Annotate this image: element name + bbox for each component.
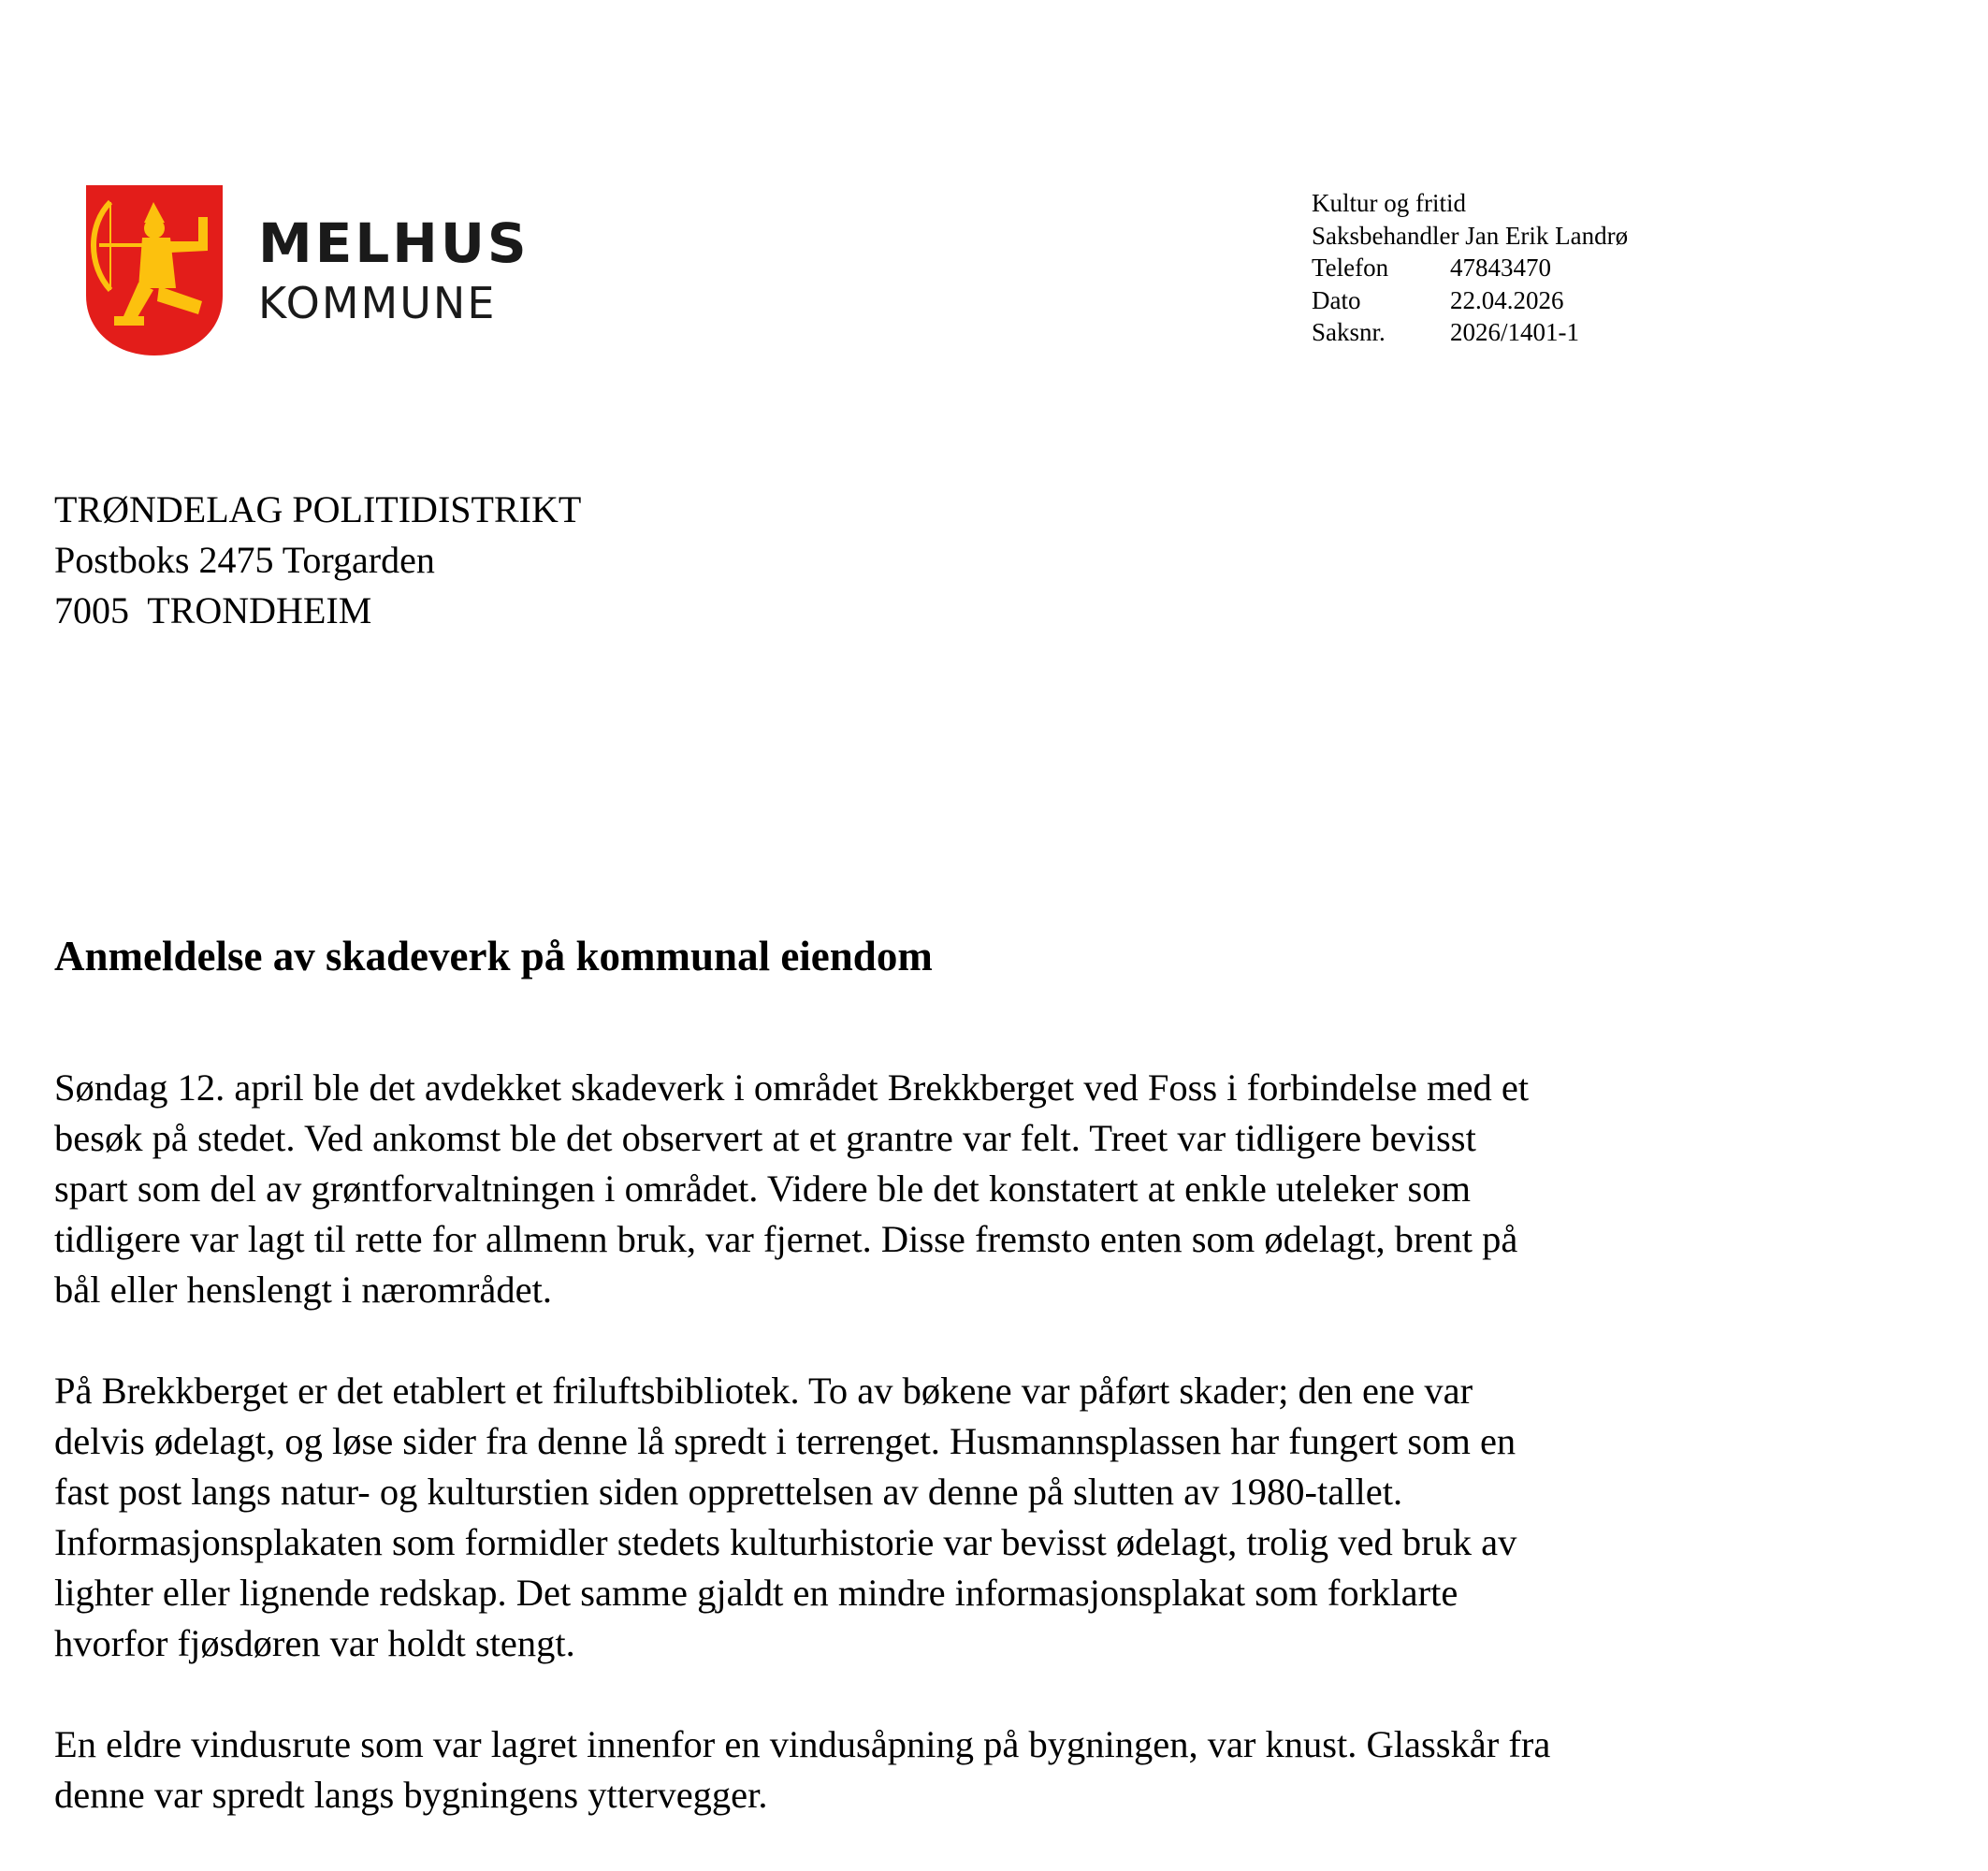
case-info-value: 22.04.2026 xyxy=(1450,285,1564,314)
case-info-label: Telefon xyxy=(1312,254,1389,282)
body-line: lighter eller lignende redskap. Det samme gjaldt en mindre informasjonsplakat som forklarte xyxy=(54,1572,1458,1614)
case-info-row xyxy=(1312,316,1628,349)
recipient-line: Postboks 2475 Torgarden xyxy=(54,539,435,581)
body-line: hvorfor fjøsdøren var holdt stengt. xyxy=(54,1622,575,1664)
case-info-label: Saksnr. xyxy=(1312,318,1386,346)
logo-name-line2: KOMMUNE xyxy=(258,278,497,328)
body-line: Søndag 12. april ble det avdekket skadeverk i området Brekkberget ved Foss i forbindelse med et xyxy=(54,1066,1530,1109)
body-line: delvis ødelagt, og løse sider fra denne lå spredt i terrenget. Husmannsplassen har fungert som en xyxy=(54,1420,1516,1462)
case-info-row xyxy=(1312,252,1628,284)
case-info-value: 2026/1401-1 xyxy=(1450,318,1579,346)
body-line: Informasjonsplakaten som formidler stedets kulturhistorie var bevisst ødelagt, trolig ved bruk av xyxy=(54,1521,1517,1563)
recipient-line: TRØNDELAG POLITIDISTRIKT xyxy=(54,488,582,530)
case-info-label: Dato xyxy=(1312,285,1361,314)
recipient-address xyxy=(54,485,581,636)
case-info-value: 47843470 xyxy=(1450,254,1551,282)
body-paragraph xyxy=(54,1063,1935,1315)
municipality-wordmark xyxy=(258,211,530,328)
body-paragraph xyxy=(54,1719,1935,1820)
body-line: En eldre vindusrute som var lagret innenfor en vindusåpning på bygningen, var knust. Glasskår fra xyxy=(54,1723,1551,1765)
body-line: På Brekkberget er det etablert et friluftsbibliotek. To av bøkene var påført skader; den ene var xyxy=(54,1370,1473,1412)
body-line: denne var spredt langs bygningens yttervegger. xyxy=(54,1774,768,1816)
municipality-logo xyxy=(86,185,530,355)
coat-of-arms-icon xyxy=(86,185,223,355)
body-line: bål eller henslengt i nærområdet. xyxy=(54,1269,552,1311)
body-line: spart som del av grøntforvaltningen i området. Videre ble det konstatert at enkle uteleker som xyxy=(54,1168,1471,1210)
department-text: Kultur og fritid xyxy=(1312,189,1466,217)
logo-name-line1: MELHUS xyxy=(258,211,530,275)
case-info-block xyxy=(1312,187,1628,349)
body-paragraph xyxy=(54,1366,1935,1669)
case-handler xyxy=(1312,220,1628,253)
document-title: Anmeldelse av skadeverk på kommunal eiendom xyxy=(54,933,933,979)
recipient-line: 7005 TRONDHEIM xyxy=(54,589,372,631)
case-handler-text: Saksbehandler Jan Erik Landrø xyxy=(1312,221,1629,250)
case-info-row xyxy=(1312,284,1628,317)
department xyxy=(1312,187,1628,220)
body-line: fast post langs natur- og kulturstien siden opprettelsen av denne på slutten av 1980-tallet. xyxy=(54,1471,1403,1513)
letter-body xyxy=(54,1063,1935,1871)
body-line: tidligere var lagt til rette for allmenn bruk, var fjernet. Disse fremsto enten som ødelagt, brent på xyxy=(54,1218,1518,1260)
body-line: besøk på stedet. Ved ankomst ble det observert at et grantre var felt. Treet var tidligere bevisst xyxy=(54,1117,1476,1159)
